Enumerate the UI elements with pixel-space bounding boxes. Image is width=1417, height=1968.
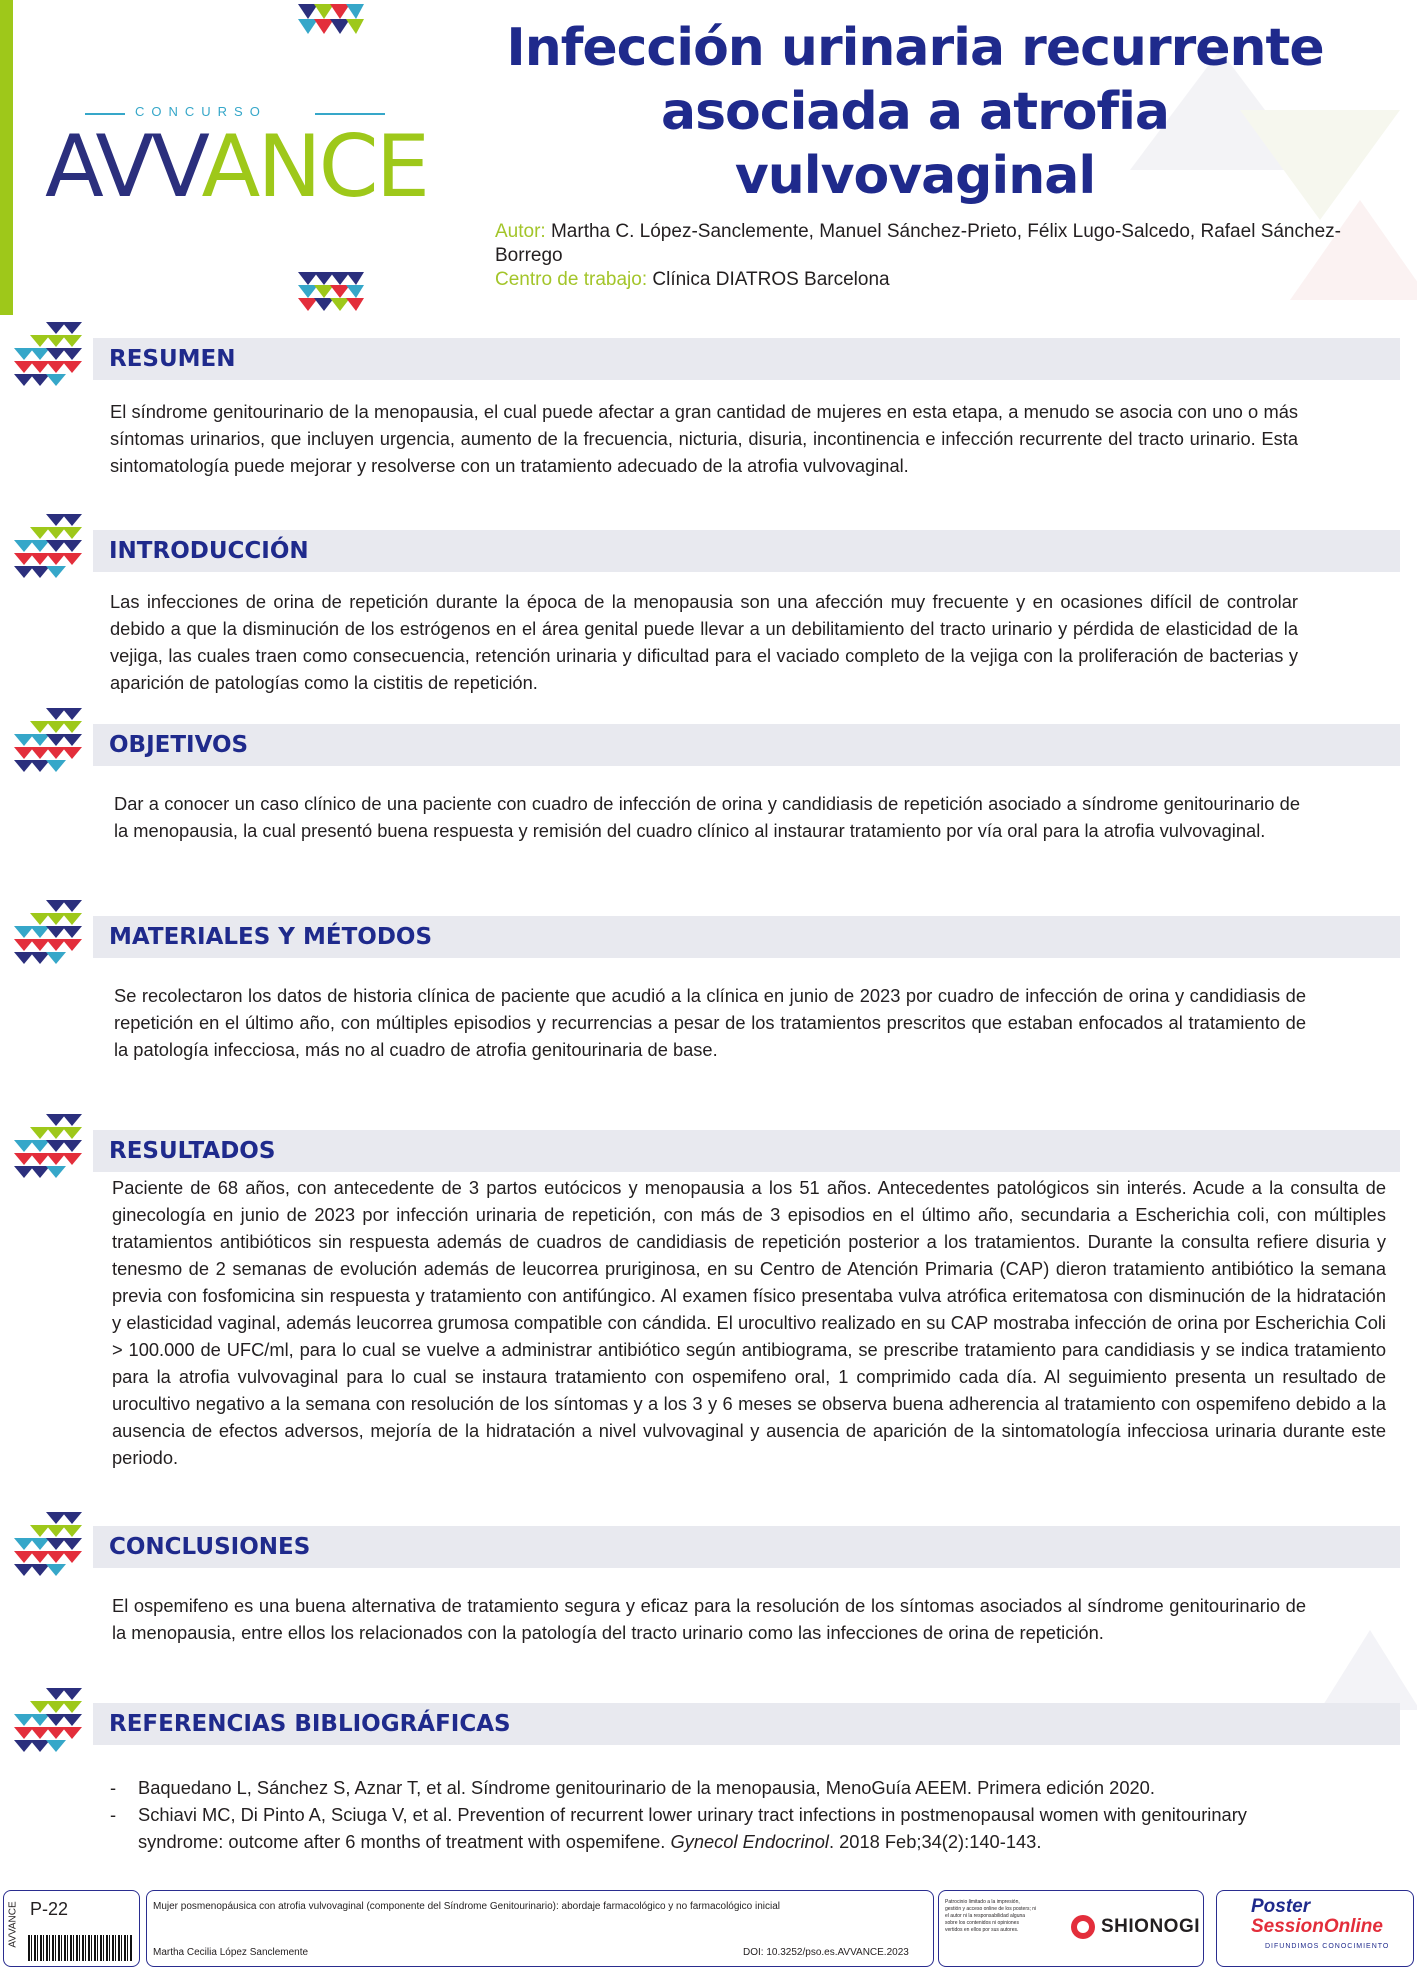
title-line: asociada a atrofia (661, 82, 1169, 142)
section-header-resultados (93, 1130, 1400, 1172)
footer-sponsor-box (938, 1890, 1204, 1967)
reference-journal: Gynecol Endocrinol (670, 1831, 829, 1852)
title-line: Infección urinaria recurrente (506, 18, 1324, 78)
footer-info-box (146, 1890, 934, 1967)
shionogi-logo-icon (1071, 1915, 1095, 1939)
background-triangle (1320, 1630, 1417, 1710)
section-text-materiales: Se recolectaron los datos de historia clínica de paciente que acudió a la clínica en junio de 2023 por cuadro de infección de orina y candidiasis de repetición en el último año, con múltiples episodios y recurrencias a pesar de los tratamientos prescritos que estaban enfocados al tratamiento de la patología infecciosa, más no al cuadro de atrofia genitourinaria de base. (114, 985, 1306, 1060)
section-header-introduccion (93, 530, 1400, 572)
avvance-logo (45, 100, 435, 217)
references-list (108, 1774, 1308, 1855)
section-icon (12, 1688, 82, 1754)
footer-doi: DOI: 10.3252/pso.es.AVVANCE.2023 (743, 1947, 909, 1958)
section-header-conclusiones (93, 1526, 1400, 1568)
reference-item: - Baquedano L, Sánchez S, Aznar T, et al. Síndrome genitourinario de la menopausia, MenoGuía AEEM. Primera edición 2020. (108, 1774, 1308, 1801)
section-title: INTRODUCCIÓN (109, 538, 309, 564)
section-title: CONCLUSIONES (109, 1534, 311, 1560)
section-text-resumen: El síndrome genitourinario de la menopausia, el cual puede afectar a gran cantidad de mujeres en esta etapa, a menudo se asocia con uno o más síntomas urinarios, que incluyen urgencia, aumento de la frecuencia, nicturia, disuria, incontinencia e infección recurrente del tracto urinario. Esta sintomatología puede mejorar y resolverse con un tratamiento adecuado de la atrofia vulvovaginal. (110, 401, 1298, 476)
authors-block (495, 220, 1375, 292)
center-name: Clínica DIATROS Barcelona (652, 269, 890, 290)
section-icon (12, 514, 82, 580)
section-header-objetivos (93, 724, 1400, 766)
accent-bar (0, 0, 13, 315)
section-text-objetivos: Dar a conocer un caso clínico de una paciente con cuadro de infección de orina y candidiasis de repetición asociado a síndrome genitourinario de la menopausia, la cual presentó buena respuesta y remisión del cuadro clínico al instaurar tratamiento por vía oral para la atrofia vulvovaginal. (114, 793, 1300, 841)
section-title: OBJETIVOS (109, 732, 249, 758)
poster-title (440, 16, 1390, 208)
section-text-resultados: Paciente de 68 años, con antecedente de 3 partos eutócicos y menopausia a los 51 años. Antecedentes patológicos sin interés. Acude a la consulta de ginecología en junio de 2023 por infección urinaria de repetición, con más de 3 episodios en el último año, secundaria a Escherichia coli, con múltiples tratamientos antibióticos sin respuesta además de cuadros de candidiasis de repetición posterior a los tratamientos. Durante la consulta refiere disuria y tenesmo de 2 semanas de evolución además de leucorrea pruriginosa, en su Centro de Atención Primaria (CAP) dieron tratamiento antibiótico la semana previa con fosfomicina sin respuesta y tratamiento con antifúngico. Al examen físico presentaba vulva atrófica eritematosa con disminución de la hidratación y elasticidad vaginal, además leucorrea grumosa compatible con cándida. El urocultivo realizado en su CAP mostraba infección de orina por Escherichia Coli > 100.000 de UFC/ml, para lo cual se vuelve a administrar antibiótico según antibiograma, se prescribe tratamiento para candidiasis y se indica tratamiento para la atrofia vulvovaginal para lo cual se instaura tratamiento con ospemifeno oral, 1 comprimido cada día. Al seguimiento presenta un resultado de urocultivo negativo a la semana con resolución de los síntomas y a los 3 y 6 meses se observa buena adherencia al tratamiento con ospemifeno debido a la ausencia de efectos adversos, mejoría de la hidratación a nivel vulvovaginal y ausencia de aparición de la sintomatología infecciosa urinaria durante este periodo. (112, 1177, 1386, 1468)
section-text-introduccion: Las infecciones de orina de repetición durante la época de la menopausia son una afección muy frecuente y en ocasiones difícil de controlar debido a que la disminución de los estrógenos en el área genital puede llevar a un debilitamiento del tracto urinario y pérdida de elasticidad de la vejiga, las cuales traen como consecuencia, retención urinaria y dificultad para el vaciado completo de la vejiga con la proliferación de bacterias y aparición de patologías como la cistitis de repetición. (110, 591, 1298, 693)
section-header-referencias (93, 1703, 1400, 1745)
logo-word-b: ANCE (201, 117, 428, 217)
section-text-conclusiones: El ospemifeno es una buena alternativa de tratamiento segura y eficaz para la resolución de los síntomas asociados al síndrome genitourinario de la menopausia, entre ellos los relacionados con la patología del tracto urinario como las infecciones de orina de repetición. (112, 1595, 1306, 1643)
title-line: vulvovaginal (734, 146, 1096, 206)
reference-item (108, 1801, 1308, 1855)
decoration-triangles (298, 4, 364, 34)
center-label: Centro de trabajo: (495, 269, 648, 290)
pso-tagline: DIFUNDIMOS CONOCIMIENTO (1265, 1943, 1390, 1950)
footer-side-label: AVVANCE (7, 1901, 19, 1948)
reference-text: . 2018 Feb;34(2):140-143. (828, 1831, 1042, 1852)
section-icon (12, 1512, 82, 1578)
section-icon (12, 1114, 82, 1180)
author-label: Autor: (495, 221, 546, 242)
section-icon (12, 900, 82, 966)
section-title: RESULTADOS (109, 1138, 276, 1164)
reference-text: Schiavi MC, Di Pinto A, Sciuga V, et al. Prevention of recurrent lower urinary tract infections in postmenopausal women with genitourinary syndrome: outcome after 6 months of treatment with ospemifene. (138, 1804, 1247, 1852)
pso-logo-line1: Poster (1251, 1896, 1311, 1917)
logo-word-a: AVV (45, 117, 202, 217)
decoration-triangles (298, 272, 364, 312)
section-header-materiales (93, 916, 1400, 958)
section-header-resumen (93, 338, 1400, 380)
section-icon (12, 322, 82, 388)
pso-logo-line2: SessionOnline (1251, 1916, 1383, 1937)
section-icon (12, 708, 82, 774)
footer-id-box (3, 1890, 140, 1967)
section-title: REFERENCIAS BIBLIOGRÁFICAS (109, 1711, 511, 1737)
poster-id: P-22 (30, 1899, 69, 1919)
sponsor-name: SHIONOGI (1101, 1916, 1201, 1937)
logo-small-text: CONCURSO (135, 104, 267, 119)
section-title: MATERIALES Y MÉTODOS (109, 924, 433, 950)
footer-poster-title: Mujer posmenopáusica con atrofia vulvovaginal (componente del Síndrome Genitourinario): abordaje farmacológico y no farmacológico inicial (153, 1901, 781, 1912)
author-names: Martha C. López-Sanclemente, Manuel Sánchez-Prieto, Félix Lugo-Salcedo, Rafael Sánchez-Borrego (495, 221, 1341, 266)
section-title: RESUMEN (109, 346, 236, 372)
footer-author: Martha Cecilia López Sanclemente (153, 1947, 309, 1958)
footer-pso-box (1216, 1890, 1414, 1967)
sponsor-disclaimer: Patrocinio limitado a la impresión, gestión y acceso online de los posters; ni el autor ni la responsabilidad alguna sobre los contenidos ni opiniones vertidos en ellos por sus autores. (945, 1899, 1037, 1933)
barcode (28, 1935, 132, 1961)
